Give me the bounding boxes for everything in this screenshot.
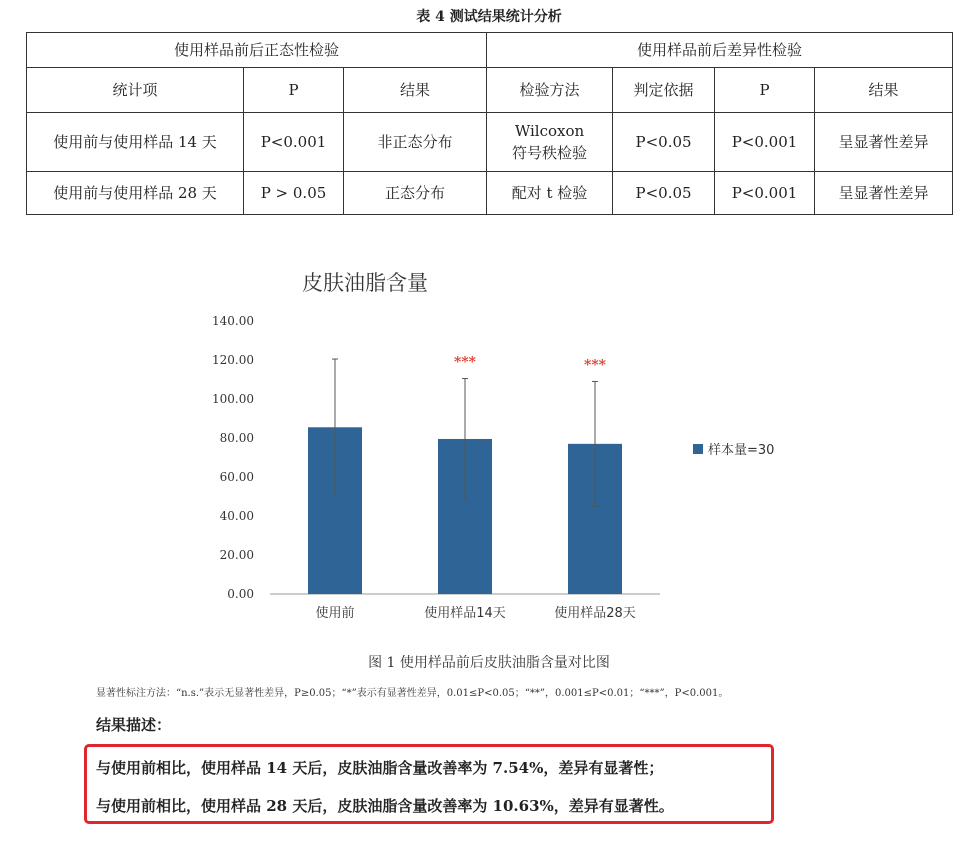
column-header: 判定依据 [613,68,715,113]
y-tick-label: 60.00 [219,470,254,484]
y-tick-label: 40.00 [219,509,254,523]
column-header: 结果 [815,68,953,113]
column-header: P [715,68,815,113]
table-cell: P > 0.05 [244,172,344,215]
y-tick-label: 20.00 [219,548,254,562]
x-tick-label: 使用前 [315,606,355,621]
results-title: 结果描述： [96,716,172,734]
y-tick-label: 100.00 [212,392,254,406]
table-cell: 配对 t 检验 [487,172,613,215]
table-cell: 使用前与使用样品 28 天 [27,172,244,215]
y-tick-label: 120.00 [212,353,254,367]
table-cell: 呈显著性差异 [815,172,953,215]
table-cell: 使用前与使用样品 14 天 [27,113,244,172]
x-tick-label: 使用样品28天 [554,606,636,621]
table-cell: 非正态分布 [344,113,487,172]
y-tick-label: 140.00 [212,314,254,328]
significance-mark: *** [454,354,476,371]
result-line-28d: 与使用前相比，使用样品 28 天后，皮肤油脂含量改善率为 10.63%，差异有显著性。 [96,797,674,815]
group-header-normality: 使用样品前后正态性检验 [27,33,487,68]
result-line-14d: 与使用前相比，使用样品 14 天后，皮肤油脂含量改善率为 7.54%，差异有显著性； [96,759,664,777]
legend-swatch [693,444,703,454]
table-cell: 呈显著性差异 [815,113,953,172]
significance-mark: *** [584,357,606,374]
column-header: 检验方法 [487,68,613,113]
table-caption: 表 4 测试结果统计分析 [416,9,562,25]
y-tick-label: 0.00 [227,587,254,601]
y-tick-label: 80.00 [219,431,254,445]
group-header-difference: 使用样品前后差异性检验 [487,33,953,68]
x-tick-label: 使用样品14天 [424,606,506,621]
column-header: P [244,68,344,113]
table-cell: Wilcoxon 符号秩检验 [487,113,613,172]
table-cell: P<0.001 [715,172,815,215]
table-cell: 正态分布 [344,172,487,215]
table-row [27,113,953,172]
figure-caption: 图 1 使用样品前后皮肤油脂含量对比图 [368,655,610,671]
table-cell: P<0.05 [613,113,715,172]
table-cell: P<0.001 [715,113,815,172]
significance-note: 显著性标注方法：“n.s.”表示无显著性差异，P≥0.05；“*”表示有显著性差异，0.01≤P<0.05；“**”，0.001≤P<0.01；“***”，P<0.001。 [96,688,729,699]
stats-table [26,32,953,215]
table-cell: P<0.05 [613,172,715,215]
legend-label: 样本量=30 [708,443,775,458]
column-header: 统计项 [27,68,244,113]
oil-content-chart [190,262,830,632]
column-header: 结果 [344,68,487,113]
chart-title: 皮肤油脂含量 [302,271,428,295]
table-cell: P<0.001 [244,113,344,172]
table-row [27,172,953,215]
